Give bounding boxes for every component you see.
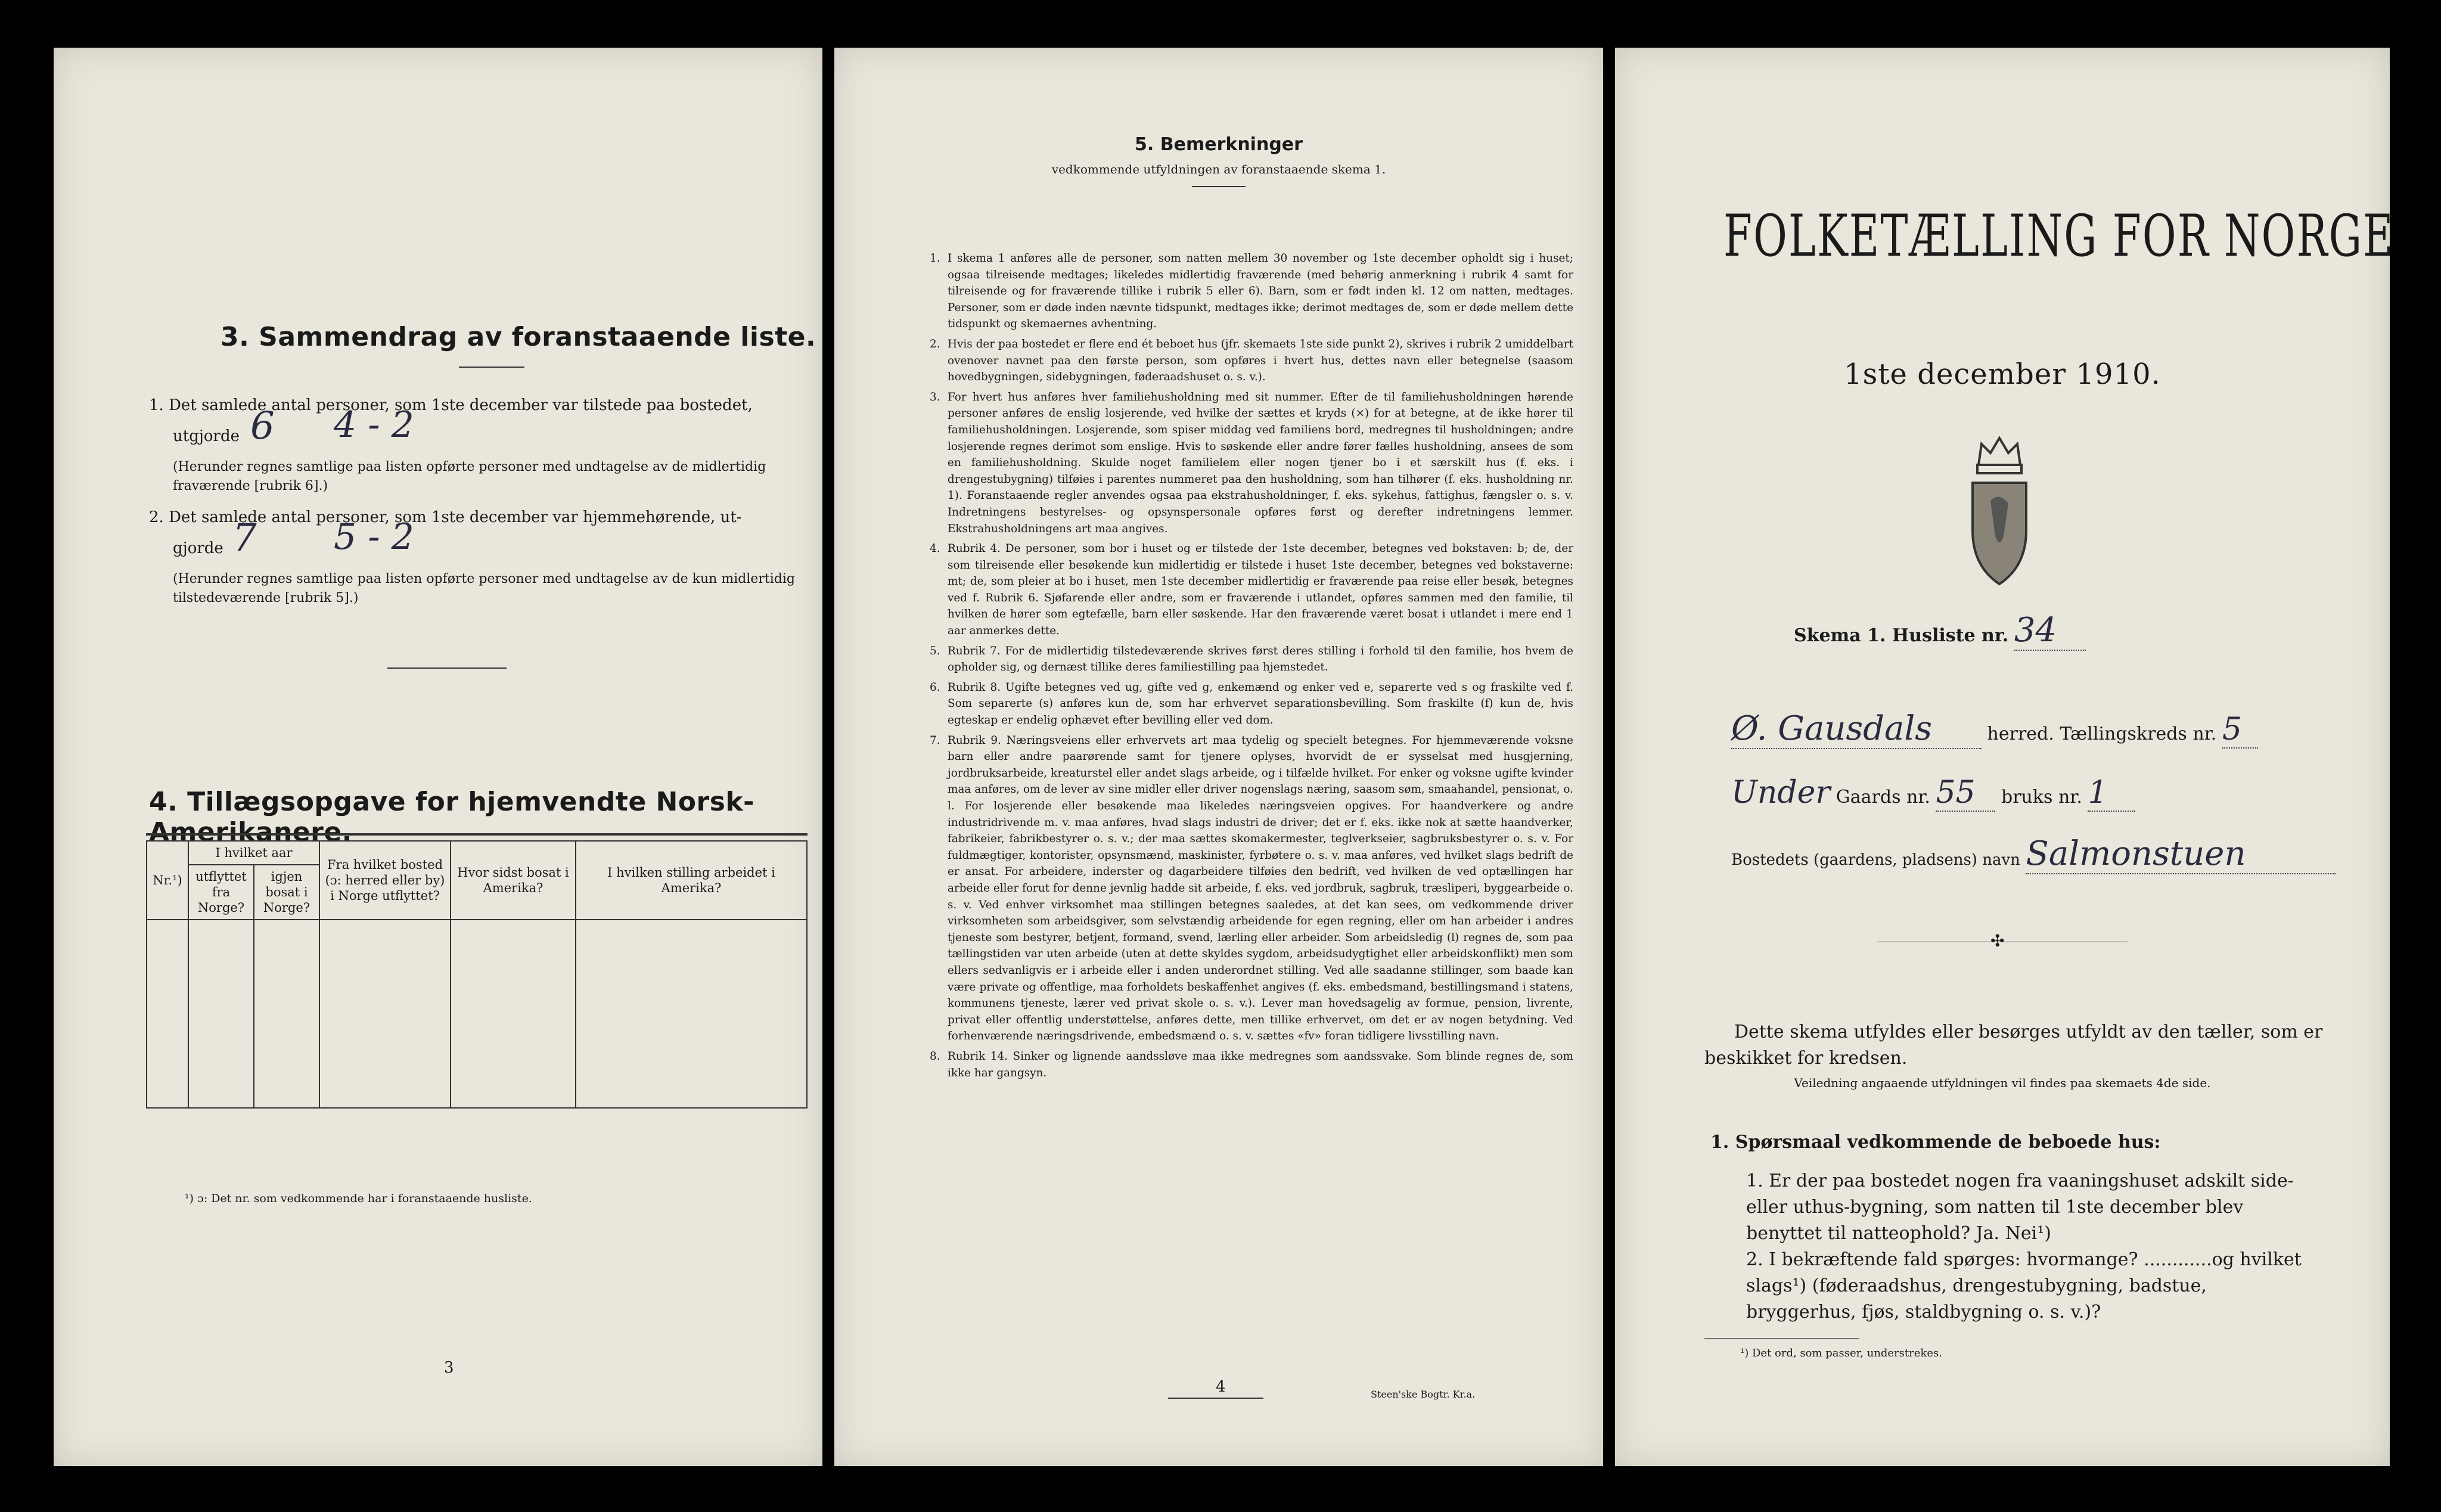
question-1: 1. Er der paa bostedet nogen fra vaaningshuset adskilt side- eller uthus-bygning, som natten til 1ste december blev benyttet til natteophold? Ja. Nei¹) xyxy=(1746,1171,2294,1244)
gaards-field[interactable]: 55 xyxy=(1936,775,1995,812)
list-item: 1. I skema 1 anføres alle de personer, som natten mellem 30 november og 1ste december opholdt sig i huset; ogsaa tilreisende medtages; likeledes midlertidig fraværende (med behørig anmerkning i rubrik 4 samt for tilreisende og for fraværende tillike i rubrik 5 eller 6). Barn, som er født inden kl. 12 om natten, medtages. Personer, som er døde inden nævnte tidspunkt, medtages ikke; derimot medtages de, som er døde mellem dette tidspunkt og skemaernes avhentning. xyxy=(930,252,1573,331)
table-row xyxy=(147,920,807,952)
left-page xyxy=(54,48,822,1466)
page-number: 4 xyxy=(1216,1378,1226,1396)
notes-heading: 5. Bemerkninger xyxy=(1135,134,1303,155)
section4-heading: 4. Tillægsopgave for hjemvendte Norsk-Amerikanere. xyxy=(149,787,754,847)
divider xyxy=(1704,1338,1859,1339)
skema-label: Skema 1. Husliste nr. xyxy=(1794,625,2009,646)
guide-note: Veiledning angaaende utfyldningen vil findes paa skemaets 4de side. xyxy=(1794,1076,2211,1090)
list-item: 6. Rubrik 8. Ugifte betegnes ved ug, gifte ved g, enkemænd og enker ved e, separerte ved s og fraskilte ved f. Som separerte (s) anføres kun de, som har erhvervet separationsbevilling. Som fraskilte (f) kun de, hvis egteskap er endelig ophævet efter bevilling eller ved dom. xyxy=(930,681,1573,727)
section3-item2-value: 7 xyxy=(232,516,257,560)
divider xyxy=(1168,1398,1263,1399)
col-stilling: I hvilken stilling arbeidet i Amerika? xyxy=(576,841,807,920)
section3-item1-note: (Herunder regnes samtlige paa listen opførte personer med undtagelse av de midlertidig fraværende [rubrik 6].) xyxy=(173,460,766,493)
col-group-aar: I hvilket aar xyxy=(188,841,319,865)
table-row xyxy=(147,984,807,1016)
husliste-nr-field[interactable]: 34 xyxy=(2014,611,2086,651)
krets-field[interactable]: 5 xyxy=(2222,712,2258,749)
ornament-icon: ✣ xyxy=(1990,931,2005,951)
herred-line xyxy=(1731,709,2258,749)
list-item: 3. For hvert hus anføres hver familiehusholdning med sit nummer. Efter de til familiehusholdningen hørende personer anføres de enslig losjerende, ved hvilke der sættes et kryds (×) for at betegne, at de ikke hører til familiehusholdningen. Losjerende, som spiser middag ved familiens bord, medregnes til husholdningen; andre losjerende regnes derimot som enslige. Hvis to søskende eller andre fører fælles husholdning, ansees de som en familiehusholdning. Skulde noget familielem eller nogen tjener bo i et særskilt hus (f. eks. i drengestubygning) tilføies i parentes nummeret paa den husholdning, som han tilhører (f. eks. husholdning nr. 1). Foranstaaende regler anvendes ogsaa paa ekstrahusholdninger, f. eks. sykehus, fattighus, fængsler o. s. v. Indretningens bestyrelses- og opsynspersonale opføres først og derefter indretningens lemmer. Ekstrahusholdningens art maa angives. xyxy=(930,390,1573,535)
section3-item1-text: 1. Det samlede antal personer, som 1ste december var tilstede paa bostedet, xyxy=(149,396,753,414)
herred-field[interactable]: Ø. Gausdals xyxy=(1731,709,1982,749)
herred-label: herred. xyxy=(1987,724,2054,744)
middle-page xyxy=(834,48,1603,1466)
skema-line xyxy=(1794,611,2086,651)
table-row xyxy=(147,952,807,984)
list-item: 5. Rubrik 7. For de midlertidig tilstedeværende skrives først deres stilling i forhold til den familie, hos hvem de opholder sig, og dernæst tillike deres familiestilling paa hjemstedet. xyxy=(930,644,1573,674)
page-number: 3 xyxy=(444,1359,454,1377)
section3-item1-extra: 4 - 2 xyxy=(334,404,414,446)
divider xyxy=(146,833,808,836)
question-heading: 1. Spørsmaal vedkommende de beboede hus: xyxy=(1710,1132,2161,1153)
col-sidst-bosat: Hvor sidst bosat i Amerika? xyxy=(451,841,576,920)
list-item: 7. Rubrik 9. Næringsveiens eller erhvervets art maa tydelig og specielt betegnes. For hjemmeværende voksne barn eller andre paarørende samt for tjenere oplyses, hvorvidt de er sysselsat med husgjerning, jordbruksarbeide, kreaturstel eller andet slags arbeide, og i tilfælde hvilket. For enker og voksne ugifte kvinder maa anføres, om de lever av sine midler eller driver nogenslags næring, saasom søm, smaahandel, pensionat, o. l. For losjerende eller besøkende maa likeledes næringsveien opgives. For haandverkere og andre industridrivende m. v. maa anføres, hvad slags industri de driver; det er f. eks. ikke nok at sætte haandverker, fabrikeier, fabrikbestyrer o. s. v.; der maa sættes skomakermester, teglverkseier, sagbruksbestyrer o. s. v. For fuldmægtiger, kontorister, opsynsmænd, maskinister, fyrbøtere o. s. v. maa anføres, ved hvilket slags bedrift de er ansat. For arbeidere, inderster og dagarbeidere tilføies den bedrift, ved hvilken de ved optællingen har arbeide eller forut for denne jevnlig hadde sit arbeide, f. eks. ved jordbruk, sagbruk, træsliperi, byggearbeide o. s. v. Ved enhver virksomhet maa stillingen betegnes saaledes, at det kan sees, om vedkommende driver virksomheten som arbeidsgiver, som selvstændig arbeidende for egen regning, eller om han arbeider i andres tjeneste som bestyrer, betjent, formand, svend, lærling eller arbeider. Som arbeidsledig (l) regnes de, som paa tællingstiden var uten arbeide (uten at dette skyldes sygdom, arbeidsudygtighet eller arbeidskonflikt) men som ellers sedvanligvis er i arbeide eller i anden underordnet stilling. Ved alle saadanne stillinger, som baade kan være private og offentlige, maa forholdets beskaffenhet angives (f. eks. embedsmand, bestillingsmand i statens, kommunens tjeneste, lærer ved privat skole o. s. v.). Lever man hovedsagelig av formue, pension, livrente, privat eller offentlig understøttelse, anføres dette, men tillike erhvervet, om det er av nogen betydning. Ved forhenværende næringsdrivende, embedsmænd o. s. v. sættes «fv» foran tidligere livsstilling navn. xyxy=(930,734,1573,1043)
form-title: FOLKETÆLLING FOR NORGE xyxy=(1723,203,2395,269)
table-row xyxy=(147,1016,807,1048)
bruks-field[interactable]: 1 xyxy=(2088,775,2135,812)
norsk-amerikanere-table xyxy=(146,840,808,1109)
notes-list xyxy=(930,250,1573,1085)
col-nr: Nr.¹) xyxy=(147,841,188,920)
divider xyxy=(1192,186,1246,187)
notes-subheading: vedkommende utfyldningen av foranstaaende skema 1. xyxy=(1051,162,1386,176)
col-utflyttet: utflyttet fra Norge? xyxy=(188,865,254,920)
bosted-label: Bostedets (gaardens, pladsens) navn xyxy=(1731,851,2020,869)
section3-item1-label: utgjorde xyxy=(173,427,240,445)
bosted-line xyxy=(1731,834,2336,874)
gaards-prefix: Under xyxy=(1731,775,1831,811)
bosted-field[interactable]: Salmonstuen xyxy=(2026,834,2336,874)
section3-heading: 3. Sammendrag av foranstaaende liste. xyxy=(221,322,816,352)
section3-item2-note: (Herunder regnes samtlige paa listen opførte personer med undtagelse av de kun midlertidig tilstedeværende [rubrik 5].) xyxy=(173,572,795,606)
right-footnote: ¹) Det ord, som passer, understrekes. xyxy=(1740,1347,1942,1359)
section3-item2-text: 2. Det samlede antal personer, som 1ste december var hjemmehørende, ut- xyxy=(149,508,742,526)
bruks-label: bruks nr. xyxy=(2001,787,2082,808)
list-item: 2. Hvis der paa bostedet er flere end ét beboet hus (jfr. skemaets 1ste side punkt 2), skrives i rubrik 2 umiddelbart ovenover navnet paa den første person, som opføres i hvert hus, dettes navn eller betegnelse (saasom hovedbygningen, sidebygningen, føderaadshuset o. s. v.). xyxy=(930,337,1573,384)
section3-item1-value: 6 xyxy=(250,404,275,448)
coat-of-arms-icon xyxy=(1967,429,2032,590)
gaards-label: Gaards nr. xyxy=(1836,787,1930,808)
section3-item2-label: gjorde xyxy=(173,539,223,557)
right-page xyxy=(1615,48,2395,1466)
col-fra-bosted: Fra hvilket bosted (ɔ: herred eller by) i Norge utflyttet? xyxy=(319,841,451,920)
printer-mark: Steen'ske Bogtr. Kr.a. xyxy=(1371,1389,1476,1400)
col-igjen: igjen bosat i Norge? xyxy=(254,865,319,920)
form-date: 1ste december 1910. xyxy=(1844,358,2161,391)
section4-footnote: ¹) ɔ: Det nr. som vedkommende har i foranstaaende husliste. xyxy=(185,1192,532,1205)
gaards-line xyxy=(1731,775,2135,812)
divider xyxy=(387,667,507,669)
question-2: 2. I bekræftende fald spørges: hvormange? ............og hvilket slags¹) (føderaadshus, drengestubygning, badstue, bryggerhus, fjøs, staldbygning o. s. v.)? xyxy=(1746,1249,2302,1322)
form-title-wrap xyxy=(1615,203,2395,269)
table-row xyxy=(147,1048,807,1108)
list-item: 8. Rubrik 14. Sinker og lignende aandssløve maa ikke medregnes som aandssvake. Som blinde regnes de, som ikke har gangsyn. xyxy=(930,1050,1573,1079)
list-item: 4. Rubrik 4. De personer, som bor i huset og er tilstede der 1ste december, betegnes ved bokstaven: b; de, der som tilreisende eller besøkende kun midlertidig er tilstede i huset 1ste december, betegnes ved bokstaverne: mt; de, som pleier at bo i huset, men 1ste december midlertidig er fraværende paa reise eller besøk, betegnes ved f. Rubrik 6. Sjøfarende eller andre, som er fraværende i utlandet, opføres sammen med den familie, til hvilken de hører som egtefælle, barn eller søskende. Har den fraværende været bosat i utlandet i mere end 1 aar anmerkes dette. xyxy=(930,542,1573,638)
section3-item2-extra: 5 - 2 xyxy=(334,516,414,558)
divider xyxy=(459,367,524,368)
krets-label: Tællingskreds nr. xyxy=(2060,724,2217,744)
instruction-text: Dette skema utfyldes eller besørges utfyldt av den tæller, som er beskikket for kredsen. xyxy=(1704,1022,2323,1069)
